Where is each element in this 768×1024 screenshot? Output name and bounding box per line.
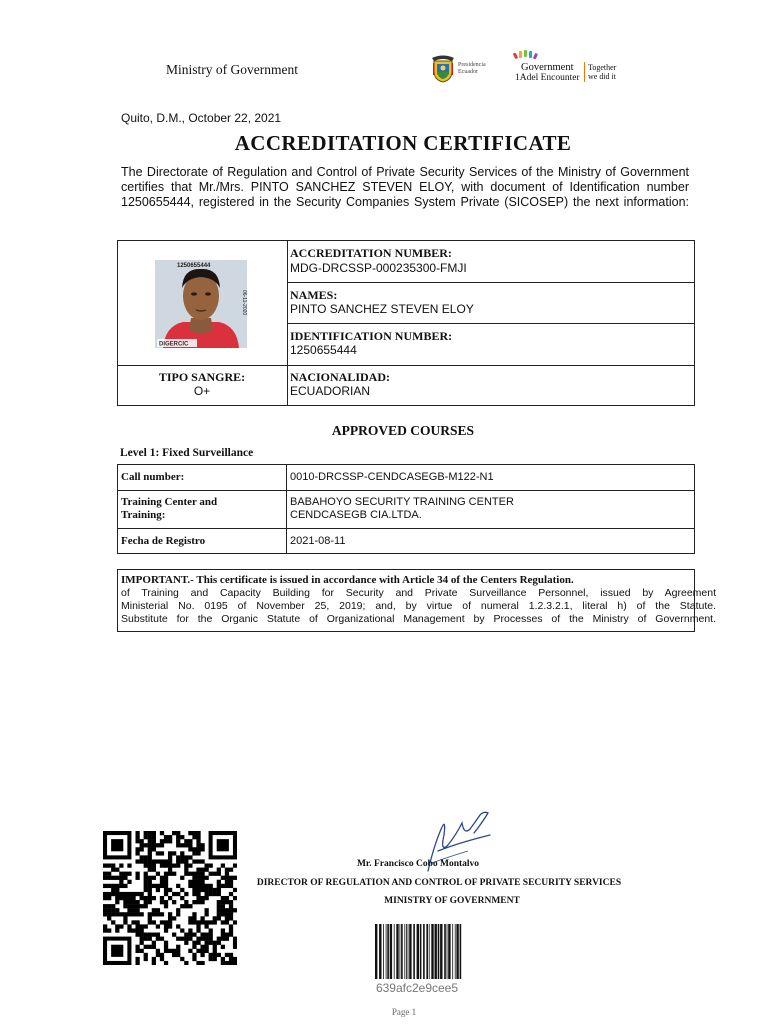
important-line-1: of Training and Capacity Building for Security and Private Surveillance Personnel, issued by Agreement [121,587,716,599]
important-line-3: Substitute for the Organic Statute of Organizational Management by Processes of the Ministry of Government. [121,613,716,625]
training-center-value-2: CENDCASEGB CIA.LTDA. [290,509,422,521]
signer-name: Mr. Francisco Cobo Montalvo [356,859,480,869]
info-table-rule [118,365,694,366]
identification-number-label: IDENTIFICATION NUMBER: [290,329,453,343]
names-value: PINTO SANCHEZ STEVEN ELOY [290,302,474,316]
ministry-name: Ministry of Government [166,62,298,77]
together-line-1: Together [588,63,617,72]
call-number-label: Call number: [121,471,185,483]
together-slogan [588,63,616,81]
photo-footer: DIGERCIC [159,341,189,348]
accreditation-number-label: ACCREDITATION NUMBER: [290,246,452,260]
logo-separator [584,62,585,82]
together-line-2: we did it [588,72,616,81]
government-logo-line-1: Government [521,62,574,73]
government-logo-dots-icon [513,50,541,60]
training-center-value-1: BABAHOYO SECURITY TRAINING CENTER [290,496,514,508]
government-logo-line-2: 1Adel Encounter [515,73,580,83]
important-line-2: Ministerial No. 0195 of November 25, 2019; and, by virtue of numeral 1.2.3.2.1, literal h) of the Statute. [121,600,716,612]
signer-organization: MINISTRY OF GOVERNMENT [384,896,520,906]
issue-date: Quito, D.M., October 22, 2021 [121,111,282,125]
call-number-value: 0010-DRCSSP-CENDCASEGB-M122-N1 [290,471,494,483]
presidency-line-2: Ecuador [458,69,478,75]
course-table-rule [118,528,694,529]
course-table-divider [286,465,287,553]
presidency-line-1: Presidencia [458,62,486,68]
info-table-rule [287,282,694,283]
photo-side-date: 06-11-2020 [241,290,247,316]
training-center-label-2: Training: [121,509,166,521]
nationality-value: ECUADORIAN [290,384,371,398]
nationality-label: NACIONALIDAD: [290,370,391,384]
presidency-text [458,62,486,76]
registration-date-value: 2021-08-11 [290,535,346,547]
document-barcode [373,924,465,979]
course-table-rule [118,490,694,491]
certificate-title: ACCREDITATION CERTIFICATE [234,131,572,155]
approved-courses-title: APPROVED COURSES [331,423,475,438]
intro-paragraph: The Directorate of Regulation and Control of Private Security Services of the Ministry of Government certifies that Mr./Mrs. PINTO SANCHEZ STEVEN ELOY, with document of Identification number 1250655444, registered in the Security Companies System Private (SICOSEP) the next information: [121,165,689,209]
accreditation-number-value: MDG-DRCSSP-000235300-FMJI [290,261,467,275]
identification-number-value: 1250655444 [290,343,357,357]
important-notice [117,569,716,632]
barcode-code: 639afc2e9cee5 [375,981,459,995]
registration-date-label: Fecha de Registro [121,535,206,547]
important-heading: IMPORTANT.- This certificate is issued in accordance with Article 34 of the Centers Regulation. [121,574,574,586]
course-level: Level 1: Fixed Surveillance [120,447,254,459]
signer-title: DIRECTOR OF REGULATION AND CONTROL OF PRIVATE SECURITY SERVICES [256,878,622,888]
course-table [117,464,695,554]
government-logo [511,50,581,84]
holder-photo [155,260,247,348]
info-table-rule [287,323,694,324]
names-label: NAMES: [290,288,338,302]
blood-type-label: TIPO SANGRE: [158,370,246,384]
training-center-label-1: Training Center and [121,496,218,508]
blood-type-value: O+ [193,384,211,398]
important-body [121,587,716,626]
page-number: Page 1 [391,1007,417,1017]
ecuador-shield-icon [430,55,456,83]
photo-id-tag: 1250655444 [177,263,211,269]
